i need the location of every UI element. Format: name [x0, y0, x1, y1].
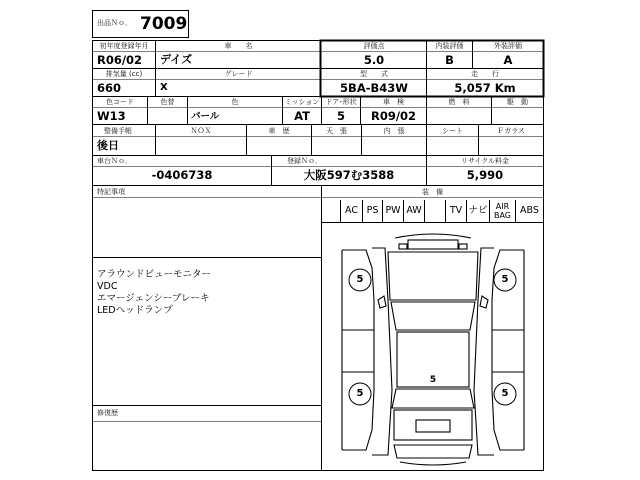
recycle-value: 5,990	[466, 168, 504, 182]
car-name-value: デイズ	[160, 53, 193, 66]
first-reg-label: 初年度登録年月	[99, 42, 149, 50]
mileage-label: 走 行	[471, 70, 499, 78]
transmission-value: AT	[294, 109, 310, 123]
first-reg-value: R06/02	[97, 53, 143, 67]
repair-label: 修復歴	[97, 409, 118, 417]
displacement-label: 排気量 (cc)	[105, 70, 143, 78]
notes-line-4: LEDヘッドランプ	[97, 305, 173, 316]
exterior-value: A	[503, 53, 513, 67]
grade-label: グレード	[224, 70, 253, 78]
car-diagram	[342, 234, 524, 465]
chassis-label: 車台Ｎｏ．	[97, 157, 132, 165]
damage-rear-left: 5	[356, 388, 364, 399]
manual-value: 後日	[97, 139, 119, 152]
chassis-value: -0406738	[151, 168, 213, 182]
damage-front-left: 5	[356, 274, 364, 285]
reg-no-label: 登録Ｎｏ．	[287, 157, 322, 165]
drive-label: 駆 動	[507, 98, 528, 106]
color-type-label: 色替	[160, 98, 175, 106]
equipment-label: 装 備	[422, 188, 443, 196]
doors-value: 5	[336, 109, 345, 123]
score-label: 評価点	[363, 42, 385, 50]
equipment-navi: ナビ	[468, 205, 488, 216]
damage-rear-right: 5	[501, 388, 509, 399]
color-value: パール	[191, 111, 220, 122]
color-code-label: 色コード	[106, 98, 134, 106]
seat-label: シート	[442, 127, 463, 135]
interior-value: B	[445, 53, 454, 67]
grade-value: X	[160, 82, 168, 93]
equipment-ac: AC	[345, 205, 358, 216]
damage-center: 5	[429, 375, 437, 385]
history-label: 車 歴	[268, 127, 290, 135]
model-label: 型 式	[360, 70, 388, 78]
lot-label: 出品Ｎｏ．	[97, 19, 132, 27]
equipment-airbag: AIR BAG	[493, 202, 512, 220]
notes-label: 特記事項	[97, 188, 125, 196]
lot-number: 7009	[140, 14, 188, 34]
doors-label: ドア･形状	[325, 98, 357, 106]
model-value: 5BA-B43W	[340, 81, 408, 95]
nox-label: ＮＯＸ	[190, 127, 212, 135]
exterior-label: 外装評価	[494, 42, 522, 50]
color-code-value: W13	[97, 109, 126, 123]
notes-line-3: エマージェンシーブレーキ	[97, 293, 210, 304]
inspection-value: R09/02	[370, 109, 417, 123]
interior-label: 内装評価	[435, 42, 464, 50]
inspection-label: 車 検	[383, 98, 404, 106]
notes-line-2: VDC	[97, 281, 118, 292]
damage-front-right: 5	[501, 274, 509, 285]
fuel-label: 燃 料	[448, 98, 470, 106]
notes-line-1: アラウンドビューモニター	[97, 269, 212, 280]
manual-label: 整備手帳	[104, 127, 132, 135]
mileage-value: 5,057 Km	[454, 81, 516, 95]
fglass-label: Ｆガラス	[497, 127, 525, 135]
displacement-value: 660	[97, 81, 122, 95]
interior-trim-label: 内 張	[383, 127, 405, 135]
transmission-label: ミッション	[284, 98, 320, 106]
equipment-ps: PS	[366, 205, 379, 216]
equipment-aw: AW	[406, 205, 422, 216]
equipment-pw: PW	[385, 205, 401, 216]
equipment-tv: TV	[449, 205, 463, 216]
car-name-label: 車 名	[224, 42, 253, 50]
color-label: 色	[231, 98, 239, 106]
score-value: 5.0	[363, 53, 385, 67]
recycle-label: リサイクル料金	[460, 157, 510, 165]
reg-no-value: 大阪597む3588	[303, 168, 395, 182]
ceiling-label: 天 張	[326, 127, 347, 135]
equipment-abs: ABS	[520, 205, 539, 216]
